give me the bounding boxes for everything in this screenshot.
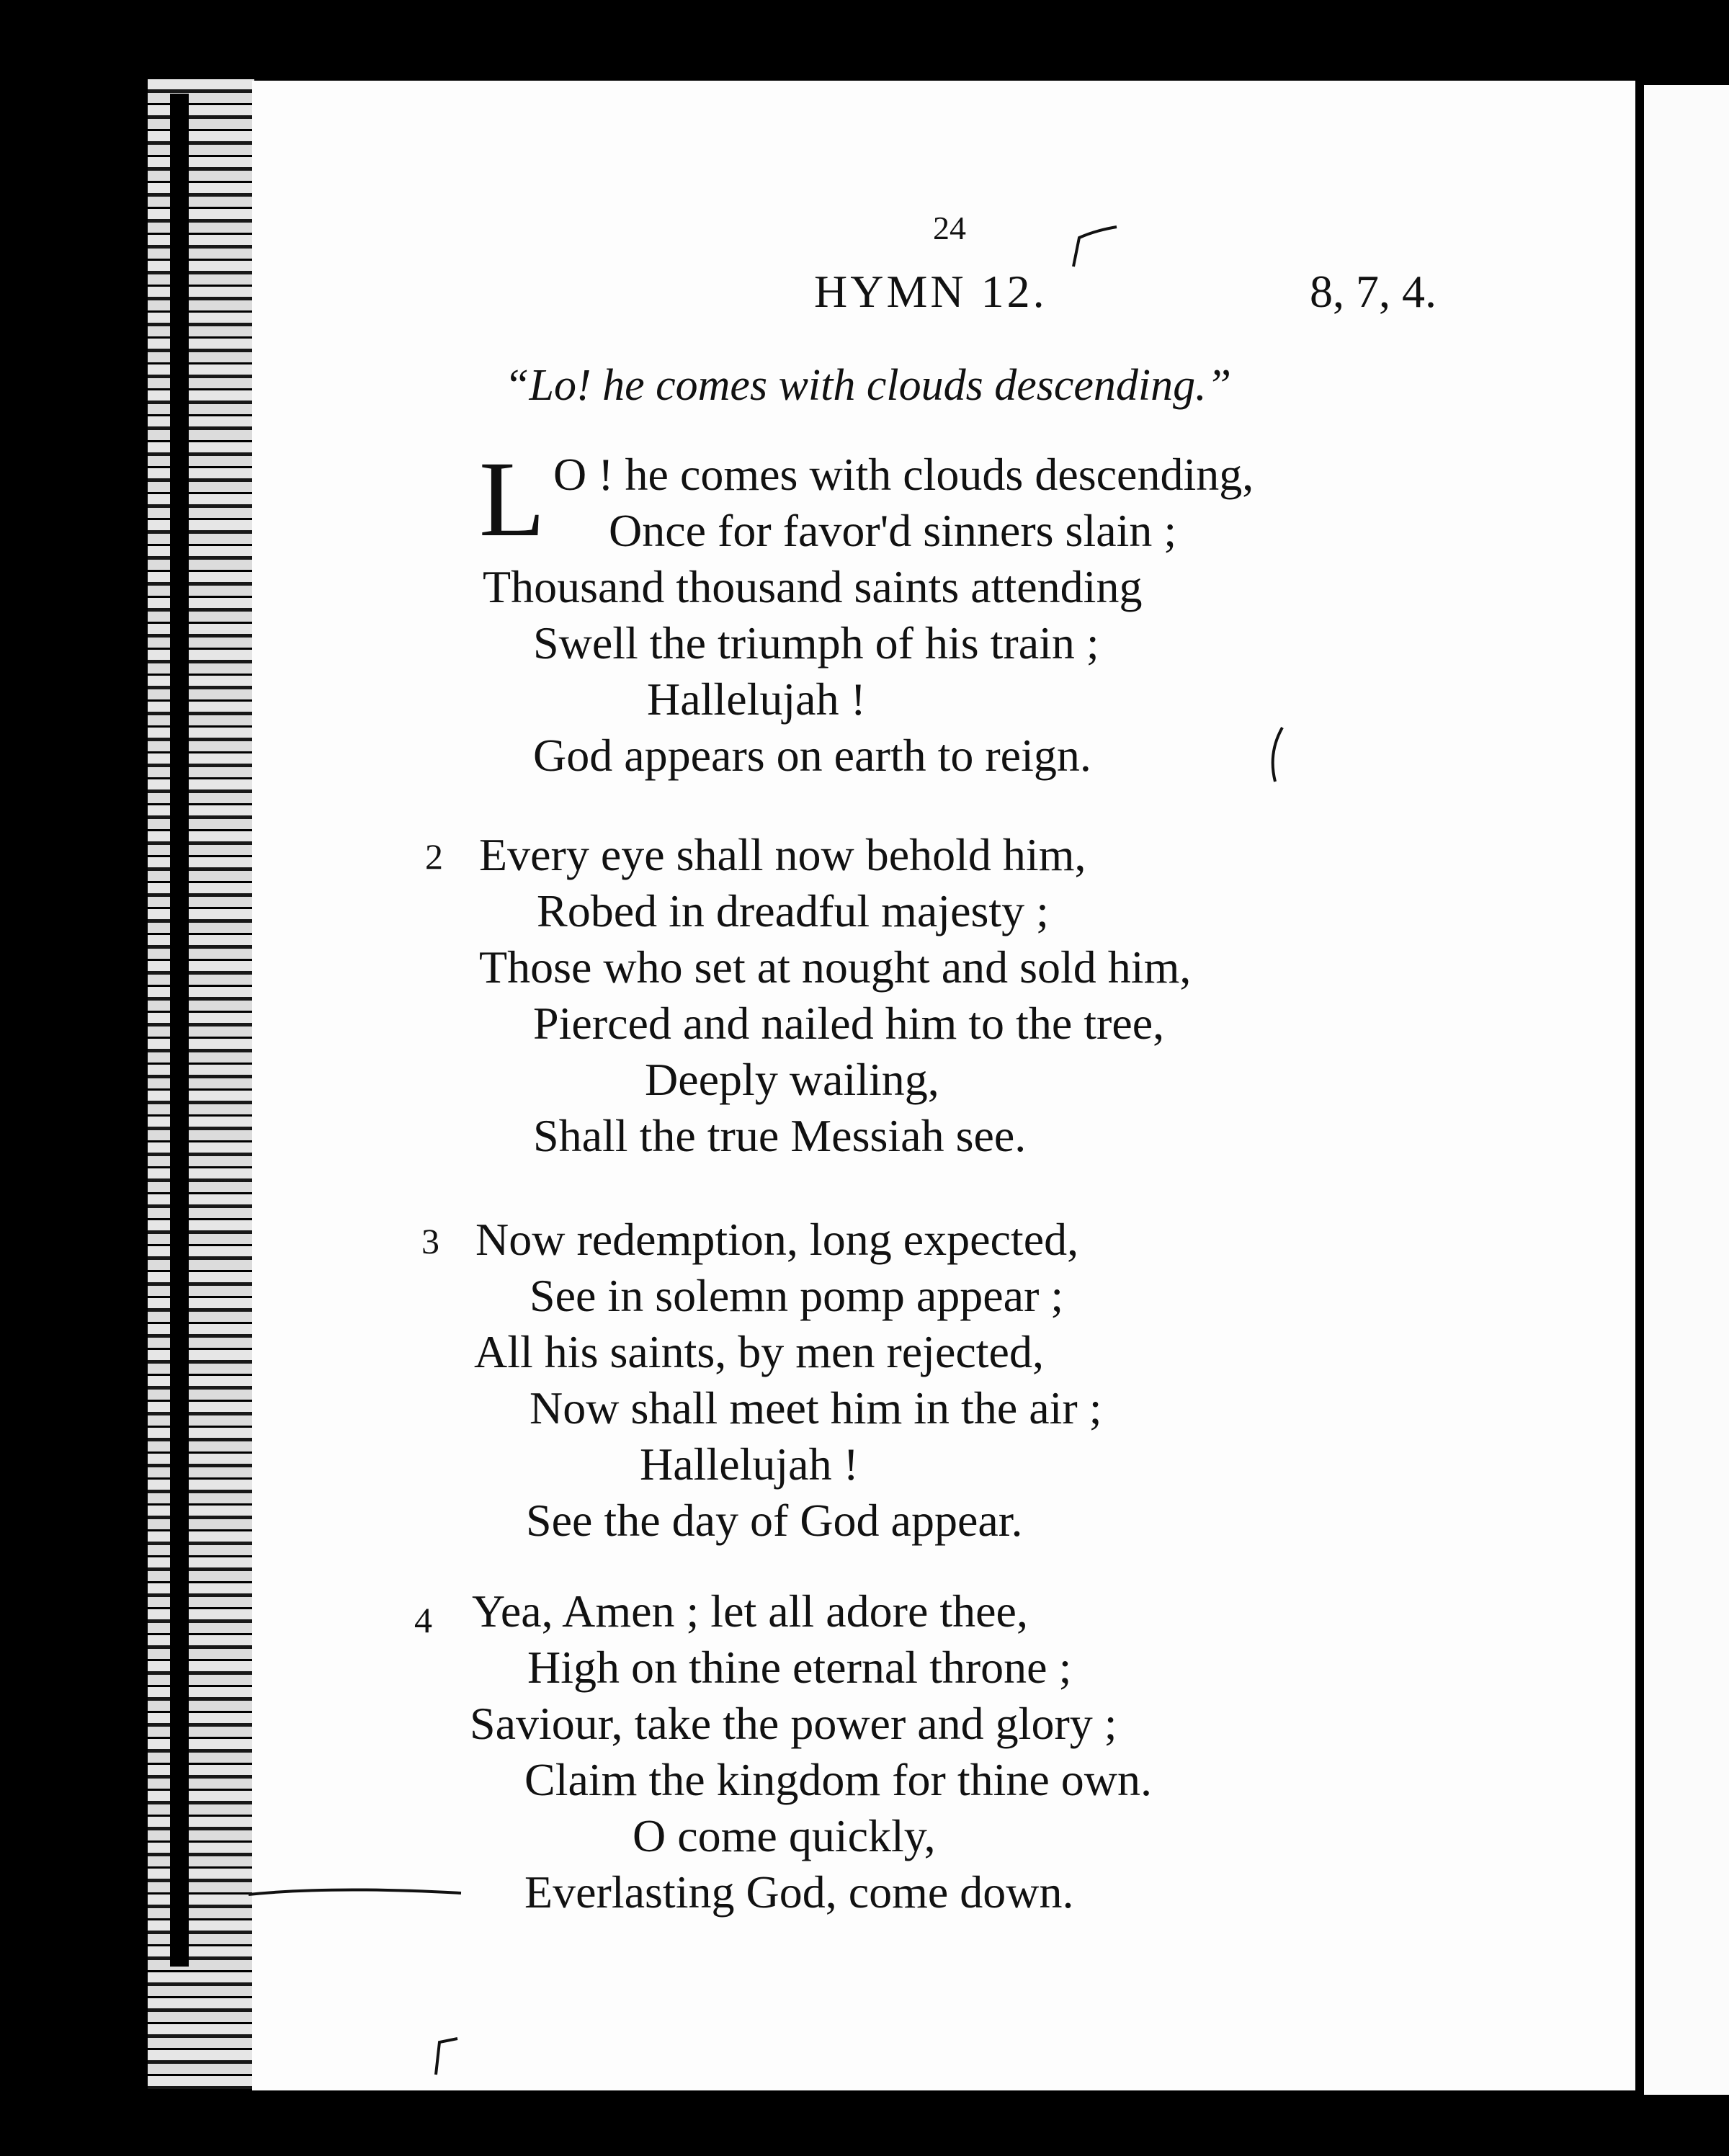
stanza-1-line-2: Once for favor'd sinners slain ;: [609, 505, 1177, 556]
book-spine-gutter: [148, 79, 254, 2089]
stanza-2-line-6: Shall the true Messiah see.: [533, 1110, 1027, 1161]
stanza-1-line-5: Hallelujah !: [647, 674, 866, 725]
stanza-3-line-4: Now shall meet him in the air ;: [530, 1382, 1102, 1433]
stanza-3-line-1: Now redemption, long expected,: [475, 1214, 1079, 1265]
stanza-4-line-4: Claim the kingdom for thine own.: [524, 1754, 1152, 1805]
pencil-mark-top: [1066, 223, 1124, 274]
stanza-4-line-2: High on thine eternal throne ;: [527, 1642, 1072, 1693]
hymn-first-line: “Lo! he comes with clouds descending.”: [504, 361, 1232, 410]
hymn-meter: 8, 7, 4.: [1310, 266, 1437, 317]
stanza-4-number: 4: [414, 1600, 432, 1640]
stanza-3-line-3: All his saints, by men rejected,: [474, 1326, 1044, 1377]
stanza-2-line-2: Robed in dreadful majesty ;: [537, 885, 1049, 936]
hymn-title: HYMN 12.: [814, 266, 1047, 317]
stanza-3-number: 3: [421, 1221, 439, 1261]
stanza-1-line-6: God appears on earth to reign.: [533, 730, 1091, 781]
pencil-mark-bottom: [425, 2031, 468, 2082]
stanza-2-line-3: Those who set at nought and sold him,: [479, 941, 1192, 993]
stanza-2-line-1: Every eye shall now behold him,: [479, 829, 1086, 880]
stanza-3-line-2: See in solemn pomp appear ;: [530, 1270, 1064, 1321]
stanza-1-line-4: Swell the triumph of his train ;: [533, 617, 1099, 668]
stanza-4-line-5: O come quickly,: [633, 1810, 936, 1861]
spine-shadow: [170, 94, 189, 1967]
stanza-4-line-3: Saviour, take the power and glory ;: [470, 1698, 1117, 1749]
stanza-2-line-5: Deeply wailing,: [645, 1054, 939, 1105]
drop-cap: L: [479, 439, 545, 559]
stanza-3-line-5: Hallelujah !: [640, 1439, 859, 1490]
pencil-line-bottom: [245, 1880, 475, 1909]
stanza-2-line-4: Pierced and nailed him to the tree,: [533, 998, 1165, 1049]
stanza-1-line-3: Thousand thousand saints attending: [483, 561, 1143, 612]
next-page-edge: [1644, 85, 1729, 2095]
stanza-4-line-1: Yea, Amen ; let all adore thee,: [472, 1585, 1028, 1637]
page-number: 24: [933, 210, 966, 246]
stanza-2-number: 2: [425, 836, 443, 877]
stanza-3-line-6: See the day of God appear.: [526, 1495, 1023, 1546]
stanza-1-line-1: O ! he comes with clouds descending,: [553, 449, 1254, 500]
stanza-4-line-6: Everlasting God, come down.: [524, 1866, 1074, 1918]
pencil-mark-paren: [1261, 720, 1290, 785]
